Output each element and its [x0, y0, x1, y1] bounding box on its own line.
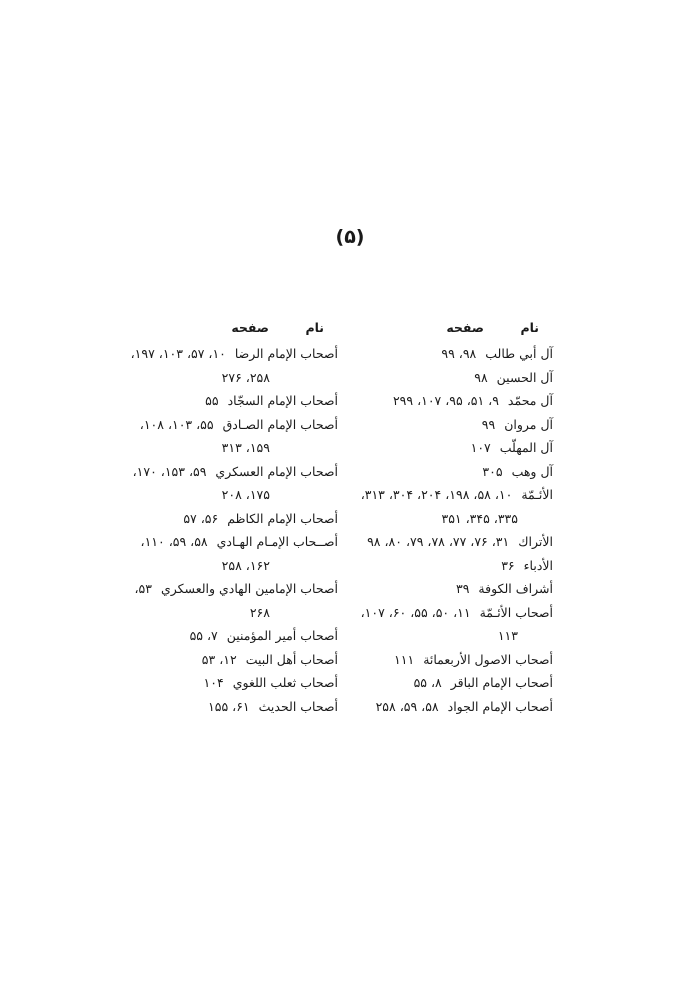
- entry-pages: ۱۷۵، ۲۰۸: [221, 487, 270, 502]
- entry-name: أصحاب أمير المؤمنين: [226, 628, 338, 643]
- entry-pages: ۳۰۵: [482, 463, 503, 479]
- entry-pages: ۵۸، ۵۹، ۱۱۰،: [140, 534, 208, 549]
- entry-pages: ۵۶، ۵۷: [183, 510, 219, 526]
- index-entry: [343, 366, 553, 390]
- index-entry: [123, 460, 338, 484]
- index-entry: [123, 648, 338, 672]
- index-entry: [123, 507, 338, 531]
- entry-name: أصحاب الإمام الرضا: [234, 346, 338, 361]
- index-entry: [343, 695, 553, 719]
- entry-name: آل وهب: [511, 463, 553, 479]
- header-name: نام: [520, 320, 539, 335]
- index-column-left: [123, 318, 338, 718]
- entry-pages: ۳۹: [455, 581, 470, 596]
- entry-name: أصحاب ثعلب اللغوي: [232, 675, 338, 690]
- entry-pages: ۵۹، ۱۵۳، ۱۷۰،: [132, 463, 207, 479]
- index-entry: [343, 436, 553, 460]
- entry-pages: ۹۸، ۹۹: [441, 346, 477, 361]
- entry-pages: ۵۳،: [134, 581, 152, 596]
- entry-name: أصحاب الإمام الصـادق: [222, 416, 338, 432]
- entry-pages: ۵۸، ۵۹، ۲۵۸: [375, 698, 439, 714]
- index-entry: [343, 460, 553, 484]
- entry-pages: ۱۰۴: [203, 675, 224, 690]
- entry-name: الأئـمّة: [521, 487, 553, 502]
- entry-pages: ۲۵۸، ۲۷۶: [221, 369, 270, 385]
- entry-name: آل الحسين: [496, 369, 553, 385]
- index-entry-continuation: [123, 366, 338, 390]
- entry-pages: ۹، ۵۱، ۹۵، ۱۰۷، ۲۹۹: [392, 393, 499, 408]
- entry-name: أصحاب أهل البيت: [245, 651, 338, 667]
- index-entry: [123, 342, 338, 366]
- entry-name: الأتراك: [518, 534, 553, 549]
- index-column-right: [343, 318, 553, 718]
- index-entry: [123, 671, 338, 695]
- header-page: صفحه: [231, 320, 269, 335]
- entry-pages: ۱۰۷: [470, 440, 491, 455]
- entry-pages: ۶۱، ۱۵۵: [208, 698, 250, 714]
- index-entry: [343, 601, 553, 625]
- page-title: (۵): [335, 226, 365, 248]
- entry-pages: ۵۵: [205, 393, 219, 408]
- entry-pages: ۱۵۹، ۳۱۳: [221, 440, 270, 455]
- entry-pages: ۲۶۸: [249, 604, 270, 620]
- column-header: [123, 318, 338, 342]
- entry-name: آل المهلّب: [499, 440, 553, 455]
- index-entry-continuation: [123, 436, 338, 460]
- entry-pages: ۷، ۵۵: [189, 628, 218, 643]
- index-entry: [123, 577, 338, 601]
- entry-name: أصحاب الإمام الكاظم: [227, 510, 338, 526]
- index-entry: [343, 648, 553, 672]
- header-page: صفحه: [446, 320, 484, 335]
- entry-name: أصحاب الإمام العسكري: [215, 463, 338, 479]
- index-entry: [123, 624, 338, 648]
- entry-pages: ۹۸: [474, 369, 488, 385]
- index-entry: [343, 413, 553, 437]
- entry-pages: ۱۱، ۵۰، ۵۵، ۶۰، ۱۰۷،: [360, 604, 471, 620]
- index-entry-continuation: [123, 554, 338, 578]
- entry-pages: ۳۱، ۷۶، ۷۷، ۷۸، ۷۹، ۸۰، ۹۸: [367, 534, 510, 549]
- entry-name: آل محمّد: [507, 393, 553, 408]
- entry-name: أصــحاب الإمـام الهـادي: [216, 534, 338, 549]
- index-entry-continuation: [123, 483, 338, 507]
- entry-name: أصحاب الإمام السجّاد: [227, 393, 338, 408]
- entry-pages: ۵۵، ۱۰۳، ۱۰۸،: [139, 416, 214, 432]
- entry-pages: ۱۲، ۵۳: [201, 651, 237, 667]
- index-entry: [343, 671, 553, 695]
- index-entry: [343, 342, 553, 366]
- entry-pages: ۱۶۲، ۲۵۸: [221, 557, 270, 573]
- entry-pages: ۳۶: [501, 557, 515, 573]
- column-header: [343, 318, 553, 342]
- index-entry: [123, 413, 338, 437]
- index-entry: [343, 577, 553, 601]
- index-entry: [343, 483, 553, 507]
- entry-pages: ۹۹: [481, 416, 496, 432]
- header-name: نام: [305, 320, 324, 335]
- entry-name: أصحاب الإمام الباقر: [450, 675, 553, 690]
- entry-name: أصحاب الحديث: [258, 698, 338, 714]
- index-entry-continuation: [343, 624, 553, 648]
- index-entry: [123, 695, 338, 719]
- entry-name: الأدباء: [523, 557, 553, 573]
- index-entry-continuation: [343, 507, 553, 531]
- entry-pages: ۱۰، ۵۷، ۱۰۳، ۱۹۷،: [130, 346, 226, 361]
- entry-name: أصحاب الإمام الجواد: [447, 698, 553, 714]
- entry-name: أصحاب الأئـمّة: [479, 604, 553, 620]
- entry-name: أصحاب الاصول الأربعمائة: [423, 651, 553, 667]
- entry-name: أشراف الكوفة: [478, 581, 553, 596]
- index-entry: [343, 554, 553, 578]
- index-entry: [343, 389, 553, 413]
- entry-pages: ۱۰، ۵۸، ۱۹۸، ۲۰۴، ۳۰۴، ۳۱۳،: [360, 487, 513, 502]
- entry-pages: ۸، ۵۵: [413, 675, 442, 690]
- index-entry: [343, 530, 553, 554]
- index-entry: [123, 530, 338, 554]
- entry-pages: ۳۳۵، ۳۴۵، ۳۵۱: [441, 510, 518, 526]
- entry-name: أصحاب الإمامين الهادي والعسكري: [160, 581, 338, 596]
- index-entry: [123, 389, 338, 413]
- entry-pages: ۱۱۳: [497, 628, 518, 643]
- entry-pages: ۱۱۱: [394, 651, 415, 667]
- entry-name: آل أبي طالب: [485, 346, 553, 361]
- entry-name: آل مروان: [504, 416, 553, 432]
- index-entry-continuation: [123, 601, 338, 625]
